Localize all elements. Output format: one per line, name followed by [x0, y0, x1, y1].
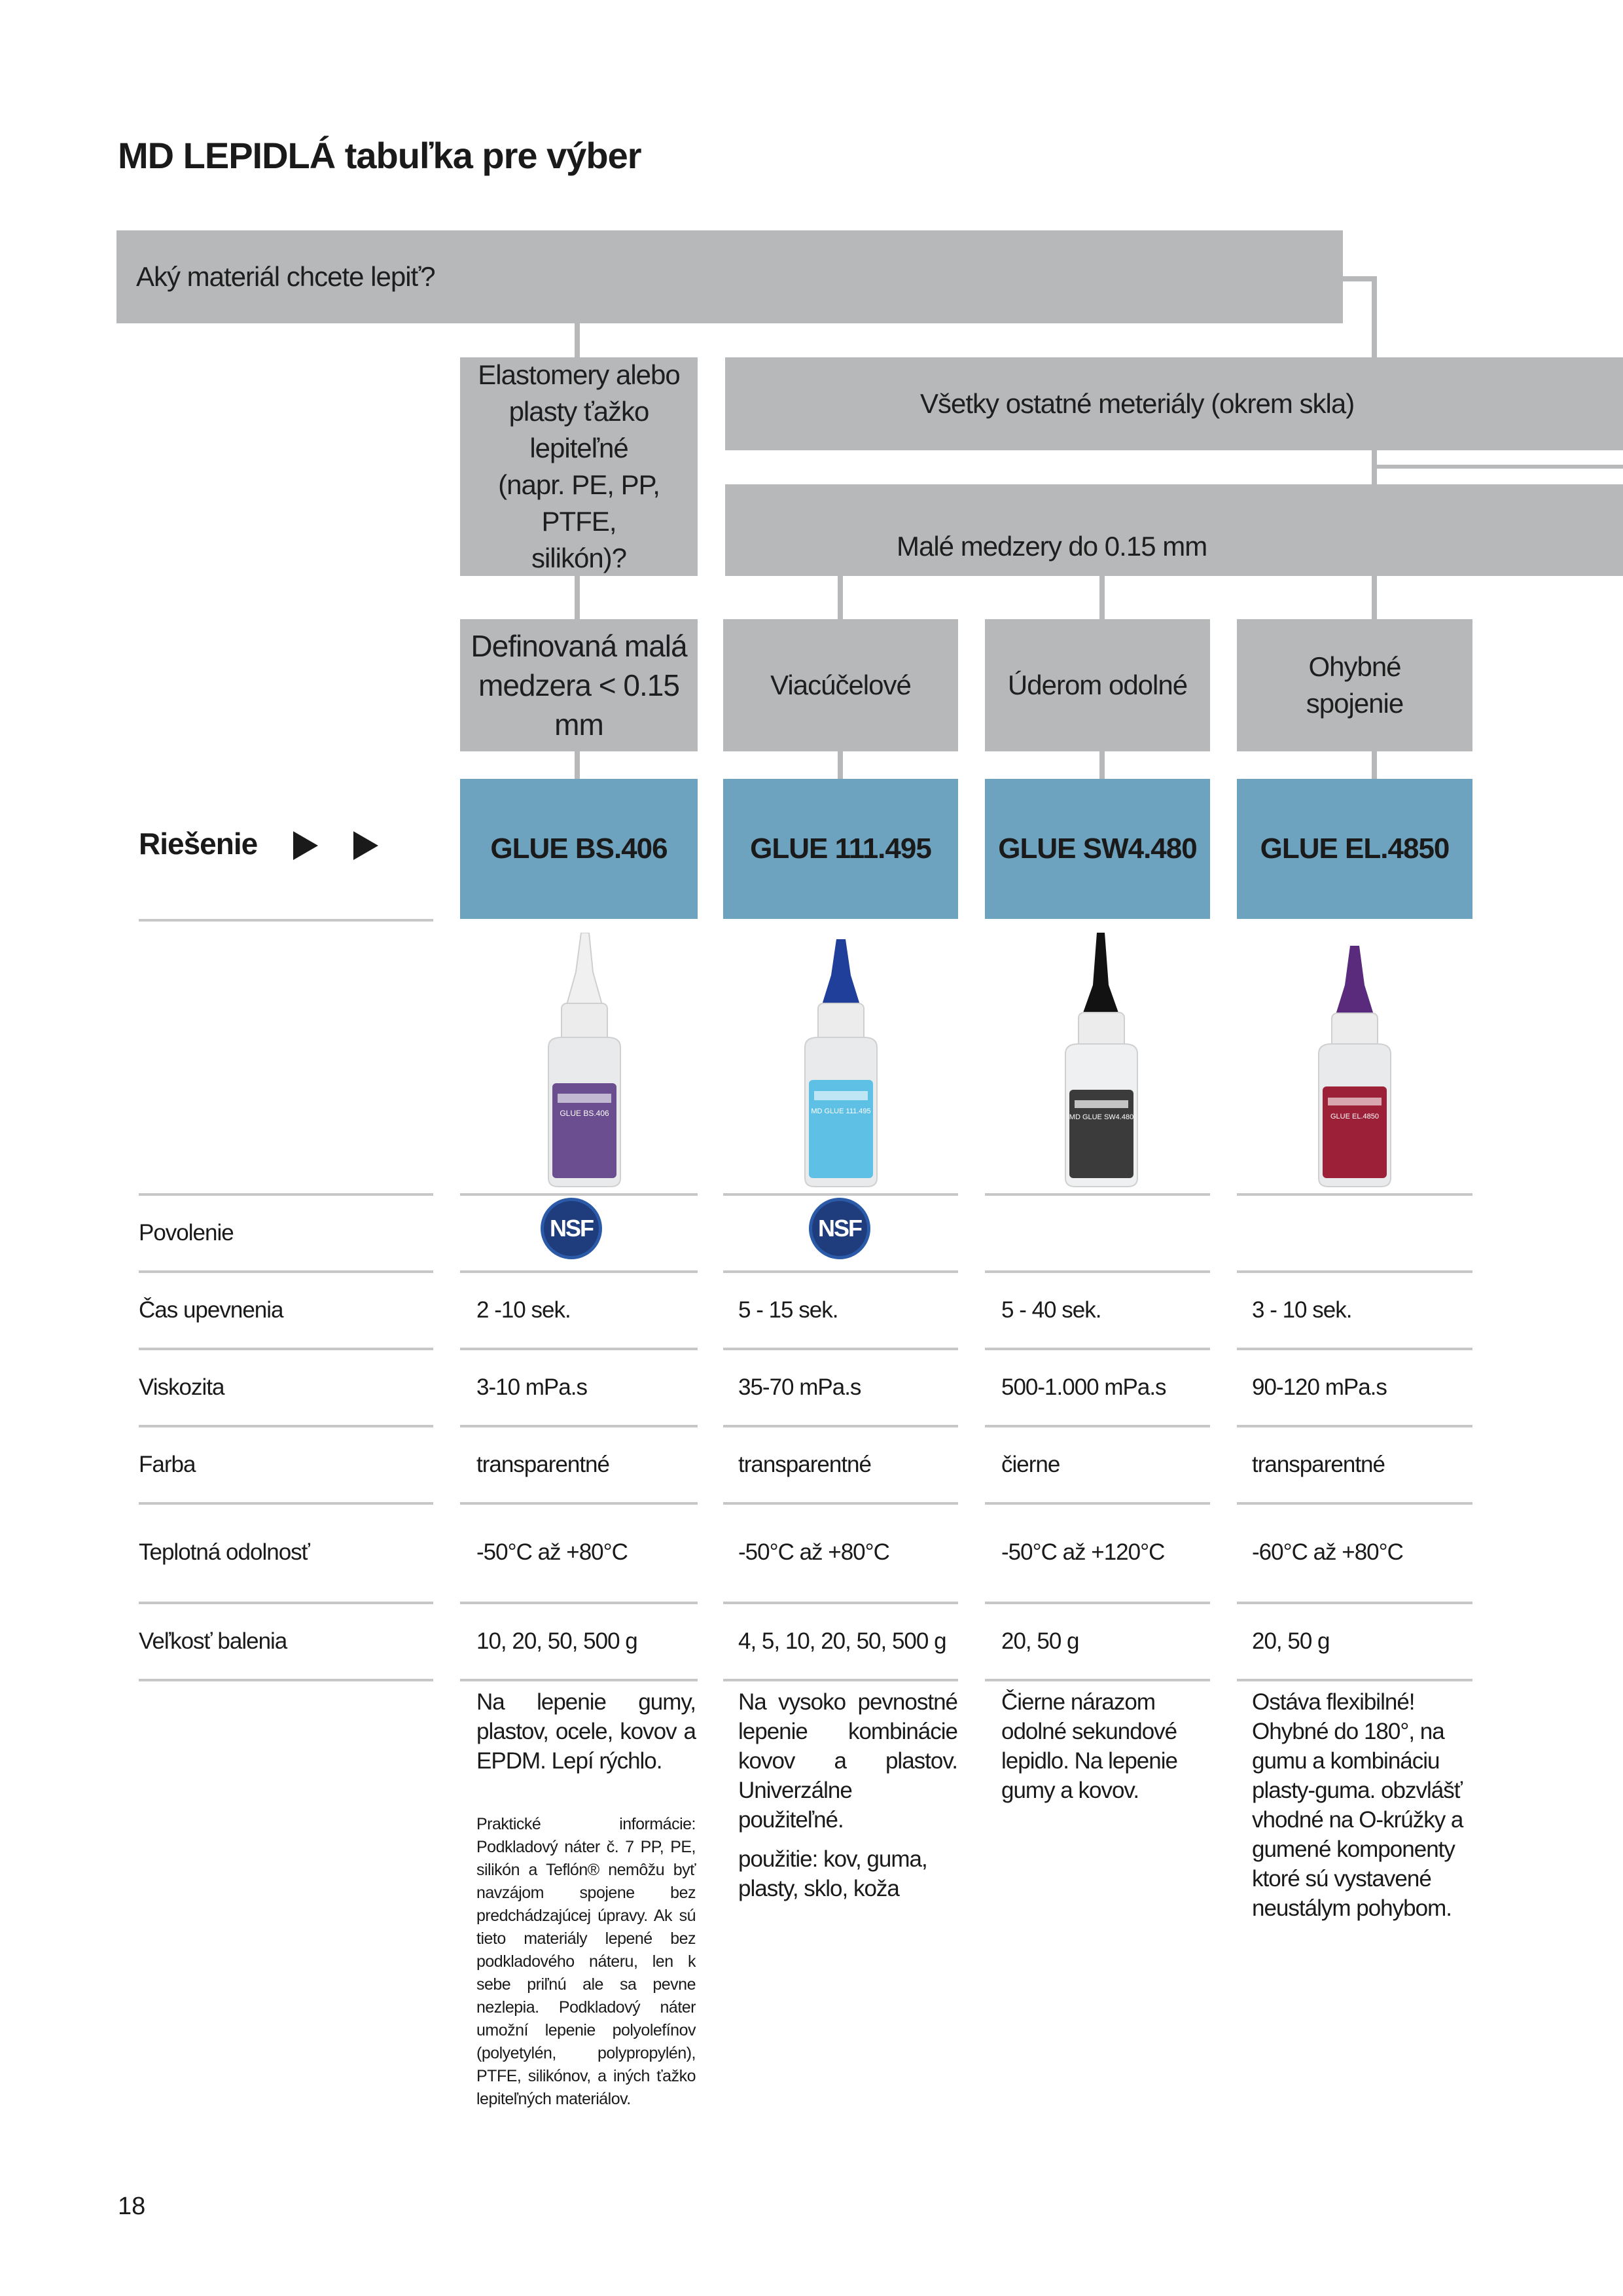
nsf-badge — [809, 1198, 870, 1259]
separator-line — [139, 1679, 433, 1681]
cell-viscosity: 3-10 mPa.s — [476, 1374, 587, 1400]
separator-line — [985, 1270, 1210, 1273]
question-box — [116, 230, 1343, 323]
separator-line — [723, 1270, 958, 1273]
solution-glue-sw4480 — [985, 779, 1210, 919]
separator-line — [460, 1679, 698, 1681]
connector — [1099, 576, 1105, 619]
separator-line — [985, 1425, 1210, 1427]
row-label-color: Farba — [139, 1452, 196, 1477]
category-line: Definovaná malá — [471, 629, 687, 663]
separator-line — [139, 1502, 433, 1505]
separator-line — [723, 1348, 958, 1350]
description-111495: Na vysoko pevnostné lepenie kombinácie kovov a plastov. Univerzálne použiteľné. — [738, 1689, 957, 1833]
separator-line — [723, 1602, 958, 1604]
cell-temperature: -50°C až +120°C — [1001, 1539, 1165, 1565]
separator-line — [460, 1602, 698, 1604]
cell-color: transparentné — [476, 1452, 609, 1477]
cell-viscosity: 35-70 mPa.s — [738, 1374, 861, 1400]
cell-package-size: 10, 20, 50, 500 g — [476, 1628, 637, 1654]
solution-name: GLUE EL.4850 — [1260, 833, 1450, 865]
solution-glue-el4850 — [1237, 779, 1472, 919]
connector — [1372, 450, 1377, 484]
solution-name: GLUE SW4.480 — [998, 833, 1197, 865]
separator-line — [723, 1679, 958, 1681]
bottle-image-bs406 — [529, 933, 640, 1188]
bottle-image-el4850 — [1299, 946, 1410, 1188]
branch-small-gaps — [725, 484, 1623, 576]
practical-info: Praktické informácie: Podkladový náter č. 7 PP, PE, silikón a Teflón® nemôžu byť navzájom spojene bez predchádzajúcej úpravy. Ak sú tieto materiály lepené bez podkladového náteru, len k sebe priľnú ale sa pevne nezlepia. Podkladový náter umožní lepenie polyolefínov (polyetylén, polypropylén), PTFE, silikónov, a iných ťažko lepiteľných materiálov. — [476, 1815, 696, 2108]
connector — [575, 323, 580, 357]
separator-line — [139, 919, 433, 922]
solution-label: Riešenie — [139, 827, 258, 861]
connector — [1372, 751, 1377, 779]
separator-line — [985, 1679, 1210, 1681]
separator-line — [460, 1270, 698, 1273]
category-flexible — [1237, 619, 1472, 751]
cell-temperature: -60°C až +80°C — [1252, 1539, 1403, 1565]
separator-line — [1237, 1425, 1472, 1427]
bottle-label-text: MD GLUE SW4.480 — [1069, 1113, 1134, 1121]
row-label-fixing-time: Čas upevnenia — [139, 1297, 283, 1323]
separator-line — [985, 1348, 1210, 1350]
row-label-viscosity: Viskozita — [139, 1374, 224, 1400]
cell-fixing-time: 5 - 40 sek. — [1001, 1297, 1101, 1323]
separator-line — [723, 1193, 958, 1196]
category-line: Úderom odolné — [1007, 670, 1188, 700]
description-el4850: Ostáva flexibilné! Ohybné do 180°, na gumu a kombináciu plasty-guma. obzvlášť vhodné na O-krúžky a gumené komponenty ktoré sú vystavené neustálym pohybom. — [1252, 1689, 1463, 1921]
connector — [1372, 276, 1377, 358]
separator-line — [1237, 1679, 1472, 1681]
solution-name: GLUE 111.495 — [750, 833, 931, 865]
question-text: Aký materiál chcete lepiť? — [136, 261, 435, 292]
bottle-label-text: MD GLUE 111.495 — [811, 1107, 871, 1115]
separator-line — [1237, 1193, 1472, 1196]
cell-color: čierne — [1001, 1452, 1060, 1477]
cell-fixing-time: 5 - 15 sek. — [738, 1297, 838, 1323]
category-line: Viacúčelové — [770, 670, 911, 700]
separator-line — [985, 1193, 1210, 1196]
separator-line — [1237, 1502, 1472, 1505]
nsf-badge — [541, 1198, 602, 1259]
connector — [575, 751, 580, 779]
bottle-label-text: GLUE BS.406 — [560, 1109, 609, 1118]
separator-line — [985, 1602, 1210, 1604]
category-line: spojenie — [1306, 688, 1404, 719]
category-multipurpose — [723, 619, 958, 751]
branch-elastomers-line: Elastomery alebo — [478, 359, 680, 390]
category-impact-resistant — [985, 619, 1210, 751]
bottle-image-111495 — [785, 939, 897, 1188]
branch-small-gaps-text: Malé medzery do 0.15 mm — [897, 531, 1207, 562]
row-label-package-size: Veľkosť balenia — [139, 1628, 287, 1654]
cell-temperature: -50°C až +80°C — [738, 1539, 889, 1565]
arrow-right-icon — [353, 831, 378, 860]
separator-line — [139, 1270, 433, 1273]
connector — [575, 576, 580, 619]
separator-line — [985, 1502, 1210, 1505]
branch-all-other-text: Všetky ostatné meteriály (okrem skla) — [920, 388, 1355, 419]
branch-elastomers-line: silikón)? — [531, 543, 627, 573]
description-sw4480: Čierne nárazom odolné sekundové lepidlo. Na lepenie gumy a kovov. — [1001, 1689, 1177, 1803]
separator-line — [139, 1602, 433, 1604]
cell-package-size: 4, 5, 10, 20, 50, 500 g — [738, 1628, 946, 1654]
connector — [1099, 751, 1105, 779]
cell-viscosity: 500-1.000 mPa.s — [1001, 1374, 1166, 1400]
bottle-label-text: GLUE EL.4850 — [1330, 1113, 1379, 1121]
branch-elastomers — [460, 357, 698, 576]
separator-line — [139, 1348, 433, 1350]
separator-line — [460, 1425, 698, 1427]
separator-line — [723, 1425, 958, 1427]
separator-line — [1237, 1348, 1472, 1350]
cell-fixing-time: 3 - 10 sek. — [1252, 1297, 1352, 1323]
separator-line — [460, 1193, 698, 1196]
branch-elastomers-line: plasty ťažko lepiteľné — [508, 396, 649, 463]
solution-glue-bs406 — [460, 779, 698, 919]
category-line: medzera < 0.15 — [478, 668, 679, 702]
row-label-approval: Povolenie — [139, 1220, 234, 1246]
arrow-right-icon — [293, 831, 318, 860]
nsf-badge-text: NSF — [550, 1215, 593, 1242]
separator-line — [1237, 1602, 1472, 1604]
separator-line — [460, 1348, 698, 1350]
bottle-image-sw4480 — [1046, 933, 1157, 1188]
connector — [1372, 576, 1377, 619]
separator-line — [139, 1193, 433, 1196]
cell-package-size: 20, 50 g — [1001, 1628, 1079, 1654]
page-number: 18 — [118, 2193, 146, 2220]
branch-elastomers-line: (napr. PE, PP, PTFE, — [498, 469, 660, 537]
separator-line — [460, 1502, 698, 1505]
row-label-temperature: Teplotná odolnosť — [139, 1539, 310, 1565]
solution-glue-111495 — [723, 779, 958, 919]
solution-name: GLUE BS.406 — [490, 833, 668, 865]
page-title: MD LEPIDLÁ tabuľka pre výber — [118, 135, 641, 176]
description-bs406: Na lepenie gumy, plastov, ocele, kovov a EPDM. Lepí rýchlo. — [476, 1689, 696, 1774]
connector — [838, 751, 843, 779]
separator-line — [139, 1425, 433, 1427]
cell-fixing-time: 2 -10 sek. — [476, 1297, 571, 1323]
connector — [838, 576, 843, 619]
category-line: mm — [554, 708, 603, 742]
branch-all-other — [725, 357, 1623, 450]
nsf-badge-text: NSF — [818, 1215, 861, 1242]
separator-line — [1237, 1270, 1472, 1273]
connector — [1377, 465, 1623, 469]
cell-temperature: -50°C až +80°C — [476, 1539, 628, 1565]
category-line: Ohybné — [1308, 651, 1401, 682]
cell-package-size: 20, 50 g — [1252, 1628, 1330, 1654]
usage-note: použitie: kov, guma, plasty, sklo, koža — [738, 1846, 927, 1901]
cell-viscosity: 90-120 mPa.s — [1252, 1374, 1387, 1400]
cell-color: transparentné — [738, 1452, 871, 1477]
cell-color: transparentné — [1252, 1452, 1385, 1477]
separator-line — [723, 1502, 958, 1505]
category-defined-gap — [460, 619, 698, 751]
